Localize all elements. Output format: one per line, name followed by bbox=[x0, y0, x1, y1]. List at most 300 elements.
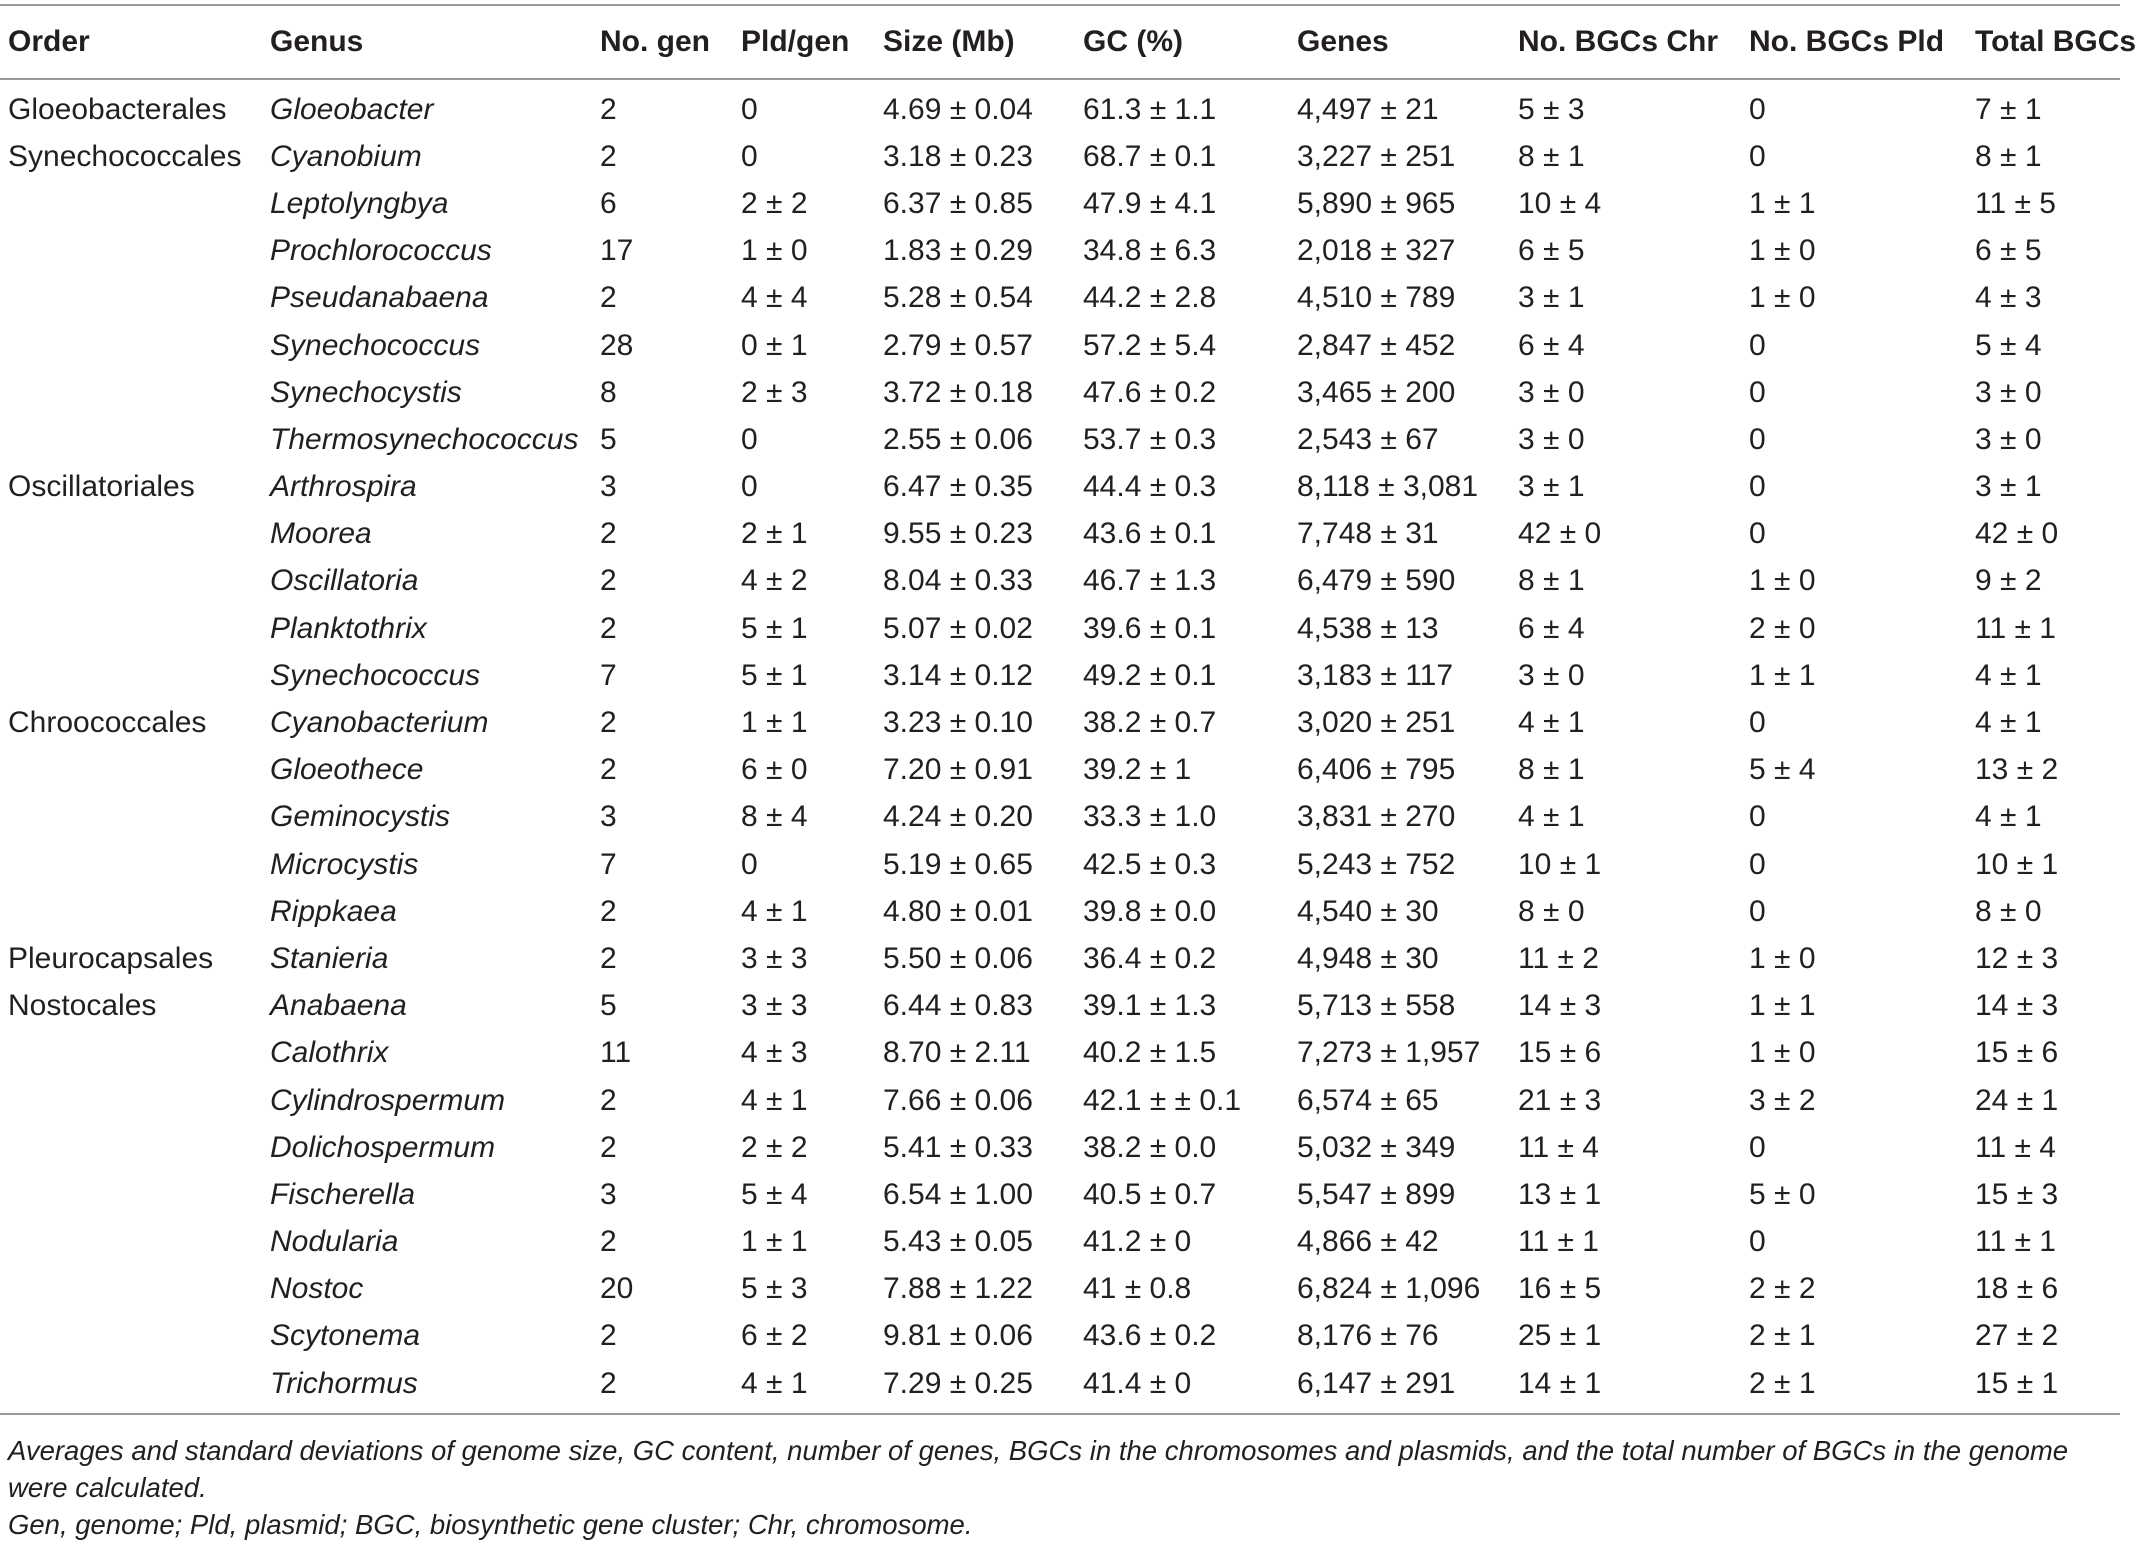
cell-bgcs-pld: 0 bbox=[1749, 800, 1766, 834]
cell-pld-per-gen: 0 bbox=[741, 422, 758, 456]
cell-genes: 3,020 ± 251 bbox=[1297, 706, 1456, 740]
cell-genes: 3,831 ± 270 bbox=[1297, 800, 1456, 834]
cell-gc-percent: 47.9 ± 4.1 bbox=[1083, 186, 1217, 220]
table-body bbox=[0, 79, 2120, 1414]
cell-bgcs-chr: 6 ± 4 bbox=[1518, 611, 1585, 645]
table-row bbox=[0, 935, 2120, 982]
table-row bbox=[0, 1219, 2120, 1266]
table-row bbox=[0, 1171, 2120, 1218]
cell-bgcs-chr: 4 ± 1 bbox=[1518, 706, 1585, 740]
cell-pld-per-gen: 2 ± 2 bbox=[741, 186, 808, 220]
cell-bgcs-chr: 8 ± 0 bbox=[1518, 894, 1585, 928]
cell-bgcs-chr: 8 ± 1 bbox=[1518, 753, 1585, 787]
cell-pld-per-gen: 6 ± 2 bbox=[741, 1319, 808, 1353]
cell-bgcs-pld: 0 bbox=[1749, 706, 1766, 740]
cell-genes: 3,183 ± 117 bbox=[1297, 658, 1454, 692]
cell-total-bgcs: 3 ± 0 bbox=[1975, 422, 2042, 456]
cell-order bbox=[0, 1030, 262, 1077]
cell-pld-per-gen: 4 ± 4 bbox=[741, 281, 808, 315]
cell-pld-per-gen: 0 bbox=[741, 92, 758, 126]
cell-no-gen: 2 bbox=[600, 941, 617, 975]
cell-total-bgcs: 6 ± 5 bbox=[1975, 234, 2042, 268]
cell-total-bgcs: 4 ± 1 bbox=[1975, 706, 2042, 740]
cell-genus: Microcystis bbox=[270, 847, 419, 881]
cell-bgcs-pld: 1 ± 0 bbox=[1749, 941, 1816, 975]
cell-bgcs-chr: 11 ± 4 bbox=[1518, 1130, 1599, 1164]
cell-order: Chroococcales bbox=[8, 706, 207, 740]
cell-total-bgcs: 8 ± 0 bbox=[1975, 894, 2042, 928]
cell-total-bgcs: 15 ± 1 bbox=[1967, 1360, 2120, 1414]
cell-total-bgcs: 4 ± 3 bbox=[1975, 281, 2042, 315]
cell-genes: 5,890 ± 965 bbox=[1297, 186, 1456, 220]
table-row bbox=[0, 983, 2120, 1030]
cell-total-bgcs: 27 ± 2 bbox=[1975, 1319, 2059, 1353]
cell-size-mb: 6.54 ± 1.00 bbox=[883, 1177, 1033, 1211]
cell-genes: 4,510 ± 789 bbox=[1297, 281, 1456, 315]
cell-no-gen: 20 bbox=[600, 1272, 634, 1306]
cell-genus: Planktothrix bbox=[270, 611, 427, 645]
cell-bgcs-pld: 0 bbox=[1749, 894, 1766, 928]
table-row bbox=[0, 841, 2120, 888]
cell-size-mb: 3.72 ± 0.18 bbox=[883, 375, 1033, 409]
cell-bgcs-chr: 3 ± 0 bbox=[1518, 658, 1585, 692]
cell-total-bgcs: 9 ± 2 bbox=[1975, 564, 2042, 598]
cell-order: Gloeobacterales bbox=[8, 92, 227, 126]
cell-gc-percent: 41.4 ± 0 bbox=[1075, 1360, 1289, 1414]
cell-bgcs-chr: 3 ± 1 bbox=[1518, 281, 1585, 315]
table-row bbox=[0, 180, 2120, 227]
cell-size-mb: 4.69 ± 0.04 bbox=[883, 92, 1033, 126]
cell-pld-per-gen: 4 ± 1 bbox=[733, 1360, 875, 1414]
cell-gc-percent: 39.8 ± 0.0 bbox=[1083, 894, 1217, 928]
cell-total-bgcs: 18 ± 6 bbox=[1975, 1272, 2059, 1306]
cell-pld-per-gen: 1 ± 1 bbox=[741, 1225, 808, 1259]
cell-bgcs-chr: 21 ± 3 bbox=[1518, 1083, 1602, 1117]
cell-no-gen: 2 bbox=[600, 281, 617, 315]
cell-size-mb: 2.55 ± 0.06 bbox=[883, 422, 1033, 456]
cell-total-bgcs: 13 ± 2 bbox=[1975, 753, 2059, 787]
cell-order bbox=[0, 275, 262, 322]
table-row bbox=[0, 794, 2120, 841]
cell-pld-per-gen: 6 ± 0 bbox=[741, 753, 808, 787]
cell-bgcs-chr: 8 ± 1 bbox=[1518, 564, 1585, 598]
cell-total-bgcs: 4 ± 1 bbox=[1975, 658, 2042, 692]
cell-no-gen: 2 bbox=[600, 92, 617, 126]
cell-genes: 4,538 ± 13 bbox=[1297, 611, 1439, 645]
cell-no-gen: 2 bbox=[600, 894, 617, 928]
cell-genus: Moorea bbox=[270, 517, 372, 551]
cell-size-mb: 5.07 ± 0.02 bbox=[883, 611, 1033, 645]
table-row bbox=[0, 228, 2120, 275]
cell-genus: Oscillatoria bbox=[270, 564, 419, 598]
cell-bgcs-chr: 3 ± 1 bbox=[1518, 470, 1585, 504]
cell-size-mb: 7.29 ± 0.25 bbox=[875, 1360, 1075, 1414]
cell-order bbox=[0, 1313, 262, 1360]
cell-gc-percent: 42.5 ± 0.3 bbox=[1083, 847, 1217, 881]
cell-size-mb: 7.88 ± 1.22 bbox=[883, 1272, 1033, 1306]
cell-genus: Nostoc bbox=[270, 1272, 364, 1306]
cell-order bbox=[0, 369, 262, 416]
cell-order: Pleurocapsales bbox=[8, 941, 214, 975]
header-row bbox=[0, 5, 2120, 79]
cell-total-bgcs: 11 ± 5 bbox=[1975, 186, 2056, 220]
cell-bgcs-pld: 1 ± 0 bbox=[1749, 234, 1816, 268]
cell-no-gen: 2 bbox=[600, 753, 617, 787]
cell-pld-per-gen: 8 ± 4 bbox=[741, 800, 808, 834]
cell-genus: Stanieria bbox=[270, 941, 389, 975]
column-header-size-mb: Size (Mb) bbox=[875, 5, 1075, 79]
column-header-bgcs-pld: No. BGCs Pld bbox=[1741, 5, 1967, 79]
cell-no-gen: 8 bbox=[600, 375, 617, 409]
cell-bgcs-pld: 0 bbox=[1749, 847, 1766, 881]
cell-size-mb: 7.20 ± 0.91 bbox=[883, 753, 1033, 787]
cell-order bbox=[0, 228, 262, 275]
cell-bgcs-pld: 0 bbox=[1749, 517, 1766, 551]
cell-genes: 3,227 ± 251 bbox=[1297, 139, 1456, 173]
cell-genus: Cyanobacterium bbox=[270, 706, 489, 740]
cell-genes: 4,948 ± 30 bbox=[1297, 941, 1439, 975]
cell-bgcs-chr: 42 ± 0 bbox=[1518, 517, 1602, 551]
cell-order bbox=[0, 794, 262, 841]
cell-size-mb: 6.44 ± 0.83 bbox=[883, 989, 1033, 1023]
table-row bbox=[0, 558, 2120, 605]
cell-pld-per-gen: 4 ± 2 bbox=[741, 564, 808, 598]
cell-genus: Synechococcus bbox=[270, 328, 481, 362]
cell-total-bgcs: 3 ± 1 bbox=[1975, 470, 2042, 504]
column-header-total-bgcs: Total BGCs bbox=[1967, 5, 2120, 79]
footnote-abbreviations: Gen, genome; Pld, plasmid; BGC, biosynthetic gene cluster; Chr, chromosome. bbox=[8, 1509, 973, 1540]
cell-bgcs-chr: 11 ± 2 bbox=[1518, 941, 1599, 975]
cell-gc-percent: 34.8 ± 6.3 bbox=[1083, 234, 1217, 268]
cell-bgcs-chr: 11 ± 1 bbox=[1518, 1225, 1599, 1259]
cell-gc-percent: 39.1 ± 1.3 bbox=[1083, 989, 1217, 1023]
cell-size-mb: 6.47 ± 0.35 bbox=[883, 470, 1033, 504]
table-row bbox=[0, 275, 2120, 322]
cell-bgcs-pld: 5 ± 0 bbox=[1749, 1177, 1816, 1211]
cell-genus: Cyanobium bbox=[270, 139, 422, 173]
cell-genes: 2,847 ± 452 bbox=[1297, 328, 1456, 362]
table-row bbox=[0, 605, 2120, 652]
cell-bgcs-pld: 0 bbox=[1749, 422, 1766, 456]
cell-pld-per-gen: 4 ± 1 bbox=[741, 894, 808, 928]
cell-gc-percent: 53.7 ± 0.3 bbox=[1083, 422, 1217, 456]
cell-total-bgcs: 5 ± 4 bbox=[1975, 328, 2042, 362]
cell-gc-percent: 43.6 ± 0.1 bbox=[1083, 517, 1217, 551]
cell-bgcs-pld: 1 ± 1 bbox=[1749, 989, 1816, 1023]
cell-bgcs-chr: 8 ± 1 bbox=[1518, 139, 1585, 173]
table-row bbox=[0, 511, 2120, 558]
cell-genus: Prochlorococcus bbox=[270, 234, 492, 268]
cell-order bbox=[0, 652, 262, 699]
cell-no-gen: 2 bbox=[600, 706, 617, 740]
cell-bgcs-chr: 25 ± 1 bbox=[1518, 1319, 1602, 1353]
cell-order bbox=[0, 1171, 262, 1218]
cell-total-bgcs: 11 ± 4 bbox=[1975, 1130, 2056, 1164]
cell-no-gen: 6 bbox=[600, 186, 617, 220]
cell-genus: Rippkaea bbox=[270, 894, 397, 928]
cell-order bbox=[0, 1266, 262, 1313]
cell-genes: 7,273 ± 1,957 bbox=[1297, 1036, 1481, 1070]
cell-bgcs-pld: 3 ± 2 bbox=[1749, 1083, 1816, 1117]
cell-gc-percent: 38.2 ± 0.7 bbox=[1083, 706, 1217, 740]
cell-order: Nostocales bbox=[8, 989, 157, 1023]
cell-no-gen: 28 bbox=[600, 328, 634, 362]
cell-no-gen: 2 bbox=[600, 1130, 617, 1164]
cell-genes: 4,540 ± 30 bbox=[1297, 894, 1439, 928]
cell-gc-percent: 44.2 ± 2.8 bbox=[1083, 281, 1217, 315]
cell-pld-per-gen: 2 ± 3 bbox=[741, 375, 808, 409]
cell-bgcs-chr: 5 ± 3 bbox=[1518, 92, 1585, 126]
cell-size-mb: 6.37 ± 0.85 bbox=[883, 186, 1033, 220]
cell-size-mb: 3.14 ± 0.12 bbox=[883, 658, 1033, 692]
cell-pld-per-gen: 0 ± 1 bbox=[741, 328, 808, 362]
cell-bgcs-chr: 14 ± 1 bbox=[1510, 1360, 1741, 1414]
cell-pld-per-gen: 4 ± 3 bbox=[741, 1036, 808, 1070]
cell-bgcs-chr: 13 ± 1 bbox=[1518, 1177, 1602, 1211]
cell-genus: Pseudanabaena bbox=[270, 281, 489, 315]
cell-bgcs-chr: 4 ± 1 bbox=[1518, 800, 1585, 834]
cell-pld-per-gen: 0 bbox=[741, 470, 758, 504]
table-row bbox=[0, 1313, 2120, 1360]
cell-size-mb: 3.18 ± 0.23 bbox=[883, 139, 1033, 173]
cell-total-bgcs: 15 ± 3 bbox=[1975, 1177, 2059, 1211]
cell-bgcs-chr: 3 ± 0 bbox=[1518, 375, 1585, 409]
table-row bbox=[0, 699, 2120, 746]
cell-bgcs-chr: 14 ± 3 bbox=[1518, 989, 1602, 1023]
cell-gc-percent: 40.5 ± 0.7 bbox=[1083, 1177, 1217, 1211]
cell-total-bgcs: 7 ± 1 bbox=[1975, 92, 2042, 126]
table-row bbox=[0, 133, 2120, 180]
cell-no-gen: 3 bbox=[600, 1177, 617, 1211]
cell-order bbox=[0, 1219, 262, 1266]
cell-genes: 6,147 ± 291 bbox=[1289, 1360, 1510, 1414]
cell-order bbox=[0, 1124, 262, 1171]
cell-genus: Fischerella bbox=[270, 1177, 416, 1211]
cell-bgcs-pld: 0 bbox=[1749, 139, 1766, 173]
table-row bbox=[0, 1124, 2120, 1171]
cell-size-mb: 8.04 ± 0.33 bbox=[883, 564, 1033, 598]
cell-total-bgcs: 24 ± 1 bbox=[1975, 1083, 2059, 1117]
cell-pld-per-gen: 1 ± 0 bbox=[741, 234, 808, 268]
cell-bgcs-chr: 10 ± 1 bbox=[1518, 847, 1602, 881]
table-row bbox=[0, 416, 2120, 463]
cell-total-bgcs: 3 ± 0 bbox=[1975, 375, 2042, 409]
cell-bgcs-pld: 1 ± 1 bbox=[1749, 186, 1816, 220]
cell-no-gen: 2 bbox=[600, 139, 617, 173]
cell-bgcs-pld: 0 bbox=[1749, 328, 1766, 362]
column-header-genes: Genes bbox=[1289, 5, 1510, 79]
cell-total-bgcs: 14 ± 3 bbox=[1975, 989, 2059, 1023]
cell-genus: Gloeobacter bbox=[270, 92, 434, 126]
cell-order bbox=[0, 322, 262, 369]
column-header-gc-percent: GC (%) bbox=[1075, 5, 1289, 79]
cell-size-mb: 2.79 ± 0.57 bbox=[883, 328, 1033, 362]
cell-bgcs-pld: 0 bbox=[1749, 92, 1766, 126]
table-row bbox=[0, 464, 2120, 511]
cell-genus: Thermosynechococcus bbox=[270, 422, 579, 456]
cell-gc-percent: 38.2 ± 0.0 bbox=[1083, 1130, 1217, 1164]
cell-genes: 5,547 ± 899 bbox=[1297, 1177, 1456, 1211]
footnote-description: Averages and standard deviations of genome size, GC content, number of genes, BGCs in the chromosomes and plasmids, and the total number of BGCs in the genome were calculated. bbox=[8, 1435, 2069, 1503]
cell-pld-per-gen: 0 bbox=[741, 847, 758, 881]
cell-size-mb: 5.19 ± 0.65 bbox=[883, 847, 1033, 881]
cell-bgcs-pld: 1 ± 0 bbox=[1749, 281, 1816, 315]
cell-genus: Gloeothece bbox=[270, 753, 424, 787]
cell-gc-percent: 39.2 ± 1 bbox=[1083, 753, 1192, 787]
cell-bgcs-chr: 6 ± 4 bbox=[1518, 328, 1585, 362]
table-row bbox=[0, 79, 2120, 133]
table-row bbox=[0, 747, 2120, 794]
cell-size-mb: 5.41 ± 0.33 bbox=[883, 1130, 1033, 1164]
cell-total-bgcs: 4 ± 1 bbox=[1975, 800, 2042, 834]
cell-gc-percent: 33.3 ± 1.0 bbox=[1083, 800, 1217, 834]
cell-bgcs-chr: 6 ± 5 bbox=[1518, 234, 1585, 268]
cell-total-bgcs: 15 ± 6 bbox=[1975, 1036, 2059, 1070]
cell-no-gen: 2 bbox=[600, 1083, 617, 1117]
cell-bgcs-pld: 1 ± 1 bbox=[1749, 658, 1816, 692]
cell-bgcs-pld: 2 ± 1 bbox=[1749, 1319, 1816, 1353]
cell-genes: 6,406 ± 795 bbox=[1297, 753, 1456, 787]
cell-size-mb: 5.50 ± 0.06 bbox=[883, 941, 1033, 975]
table-row bbox=[0, 1077, 2120, 1124]
cell-size-mb: 5.28 ± 0.54 bbox=[883, 281, 1033, 315]
cell-gc-percent: 44.4 ± 0.3 bbox=[1083, 470, 1217, 504]
cell-size-mb: 9.81 ± 0.06 bbox=[883, 1319, 1033, 1353]
cell-no-gen: 2 bbox=[600, 611, 617, 645]
cell-total-bgcs: 11 ± 1 bbox=[1975, 1225, 2056, 1259]
cell-genes: 8,118 ± 3,081 bbox=[1297, 470, 1479, 504]
cell-pld-per-gen: 4 ± 1 bbox=[741, 1083, 808, 1117]
cell-pld-per-gen: 2 ± 1 bbox=[741, 517, 808, 551]
cell-no-gen: 7 bbox=[600, 658, 617, 692]
cell-no-gen: 2 bbox=[600, 517, 617, 551]
cell-order bbox=[0, 605, 262, 652]
cell-bgcs-pld: 1 ± 0 bbox=[1749, 1036, 1816, 1070]
cell-order: Oscillatoriales bbox=[8, 470, 195, 504]
cell-gc-percent: 47.6 ± 0.2 bbox=[1083, 375, 1217, 409]
cell-genus: Leptolyngbya bbox=[270, 186, 449, 220]
cell-gc-percent: 49.2 ± 0.1 bbox=[1083, 658, 1217, 692]
genome-stats-table-container bbox=[0, 4, 2136, 1415]
cell-bgcs-chr: 3 ± 0 bbox=[1518, 422, 1585, 456]
cell-genes: 6,574 ± 65 bbox=[1297, 1083, 1439, 1117]
cell-no-gen: 11 bbox=[600, 1036, 632, 1070]
cell-genes: 2,018 ± 327 bbox=[1297, 234, 1456, 268]
cell-genus: Anabaena bbox=[270, 989, 407, 1023]
cell-genes: 8,176 ± 76 bbox=[1297, 1319, 1439, 1353]
cell-order bbox=[0, 888, 262, 935]
cell-size-mb: 9.55 ± 0.23 bbox=[883, 517, 1033, 551]
cell-no-gen: 17 bbox=[600, 234, 634, 268]
cell-pld-per-gen: 2 ± 2 bbox=[741, 1130, 808, 1164]
cell-gc-percent: 39.6 ± 0.1 bbox=[1083, 611, 1217, 645]
cell-pld-per-gen: 5 ± 1 bbox=[741, 611, 808, 645]
cell-total-bgcs: 11 ± 1 bbox=[1975, 611, 2056, 645]
cell-genus: Trichormus bbox=[262, 1360, 592, 1414]
cell-order bbox=[0, 1360, 262, 1414]
cell-gc-percent: 68.7 ± 0.1 bbox=[1083, 139, 1217, 173]
cell-gc-percent: 42.1 ± ± 0.1 bbox=[1083, 1083, 1242, 1117]
cell-size-mb: 7.66 ± 0.06 bbox=[883, 1083, 1033, 1117]
cell-genes: 5,032 ± 349 bbox=[1297, 1130, 1456, 1164]
table-row bbox=[0, 888, 2120, 935]
cell-size-mb: 8.70 ± 2.11 bbox=[883, 1036, 1031, 1070]
cell-bgcs-pld: 0 bbox=[1749, 1130, 1766, 1164]
cell-gc-percent: 41 ± 0.8 bbox=[1083, 1272, 1192, 1306]
cell-genes: 6,824 ± 1,096 bbox=[1297, 1272, 1481, 1306]
cell-bgcs-pld: 2 ± 1 bbox=[1741, 1360, 1967, 1414]
cell-genus: Scytonema bbox=[270, 1319, 421, 1353]
genome-stats-table bbox=[0, 4, 2136, 1415]
cell-genes: 5,713 ± 558 bbox=[1297, 989, 1456, 1023]
cell-genes: 5,243 ± 752 bbox=[1297, 847, 1456, 881]
cell-gc-percent: 46.7 ± 1.3 bbox=[1083, 564, 1217, 598]
cell-genus: Arthrospira bbox=[270, 470, 417, 504]
cell-gc-percent: 57.2 ± 5.4 bbox=[1083, 328, 1217, 362]
cell-pld-per-gen: 5 ± 3 bbox=[741, 1272, 808, 1306]
table-row bbox=[0, 1030, 2120, 1077]
cell-no-gen: 5 bbox=[600, 422, 617, 456]
column-header-order: Order bbox=[0, 5, 262, 79]
cell-genes: 4,866 ± 42 bbox=[1297, 1225, 1439, 1259]
cell-size-mb: 4.80 ± 0.01 bbox=[883, 894, 1033, 928]
cell-pld-per-gen: 5 ± 1 bbox=[741, 658, 808, 692]
cell-total-bgcs: 8 ± 1 bbox=[1975, 139, 2042, 173]
table-row bbox=[0, 652, 2120, 699]
cell-gc-percent: 36.4 ± 0.2 bbox=[1083, 941, 1217, 975]
cell-bgcs-pld: 2 ± 2 bbox=[1749, 1272, 1816, 1306]
cell-no-gen: 2 bbox=[600, 1319, 617, 1353]
cell-genus: Dolichospermum bbox=[270, 1130, 496, 1164]
cell-order bbox=[0, 1077, 262, 1124]
cell-no-gen: 2 bbox=[600, 564, 617, 598]
column-header-genus: Genus bbox=[262, 5, 592, 79]
cell-size-mb: 4.24 ± 0.20 bbox=[883, 800, 1033, 834]
cell-no-gen: 3 bbox=[600, 800, 617, 834]
cell-genus: Geminocystis bbox=[270, 800, 451, 834]
cell-bgcs-pld: 5 ± 4 bbox=[1749, 753, 1816, 787]
cell-order bbox=[0, 841, 262, 888]
cell-genes: 3,465 ± 200 bbox=[1297, 375, 1456, 409]
cell-genus: Cylindrospermum bbox=[270, 1083, 506, 1117]
cell-size-mb: 1.83 ± 0.29 bbox=[883, 234, 1033, 268]
cell-order bbox=[0, 558, 262, 605]
cell-order: Synechococcales bbox=[8, 139, 242, 173]
table-row bbox=[0, 1266, 2120, 1313]
cell-bgcs-pld: 2 ± 0 bbox=[1749, 611, 1816, 645]
cell-no-gen: 7 bbox=[600, 847, 617, 881]
cell-pld-per-gen: 5 ± 4 bbox=[741, 1177, 808, 1211]
cell-genus: Calothrix bbox=[270, 1036, 389, 1070]
cell-order bbox=[0, 180, 262, 227]
cell-gc-percent: 43.6 ± 0.2 bbox=[1083, 1319, 1217, 1353]
column-header-no-gen: No. gen bbox=[592, 5, 733, 79]
cell-genes: 2,543 ± 67 bbox=[1297, 422, 1439, 456]
cell-bgcs-pld: 0 bbox=[1749, 470, 1766, 504]
cell-total-bgcs: 42 ± 0 bbox=[1975, 517, 2059, 551]
cell-genus: Synechocystis bbox=[270, 375, 462, 409]
table-footnotes bbox=[8, 1432, 2108, 1543]
cell-order bbox=[0, 511, 262, 558]
column-header-pld-per-gen: Pld/gen bbox=[733, 5, 875, 79]
cell-bgcs-chr: 15 ± 6 bbox=[1518, 1036, 1602, 1070]
cell-no-gen: 2 bbox=[600, 1225, 617, 1259]
cell-genes: 6,479 ± 590 bbox=[1297, 564, 1456, 598]
cell-pld-per-gen: 1 ± 1 bbox=[741, 706, 808, 740]
table-row bbox=[0, 369, 2120, 416]
cell-genes: 4,497 ± 21 bbox=[1297, 92, 1439, 126]
cell-no-gen: 2 bbox=[592, 1360, 733, 1414]
